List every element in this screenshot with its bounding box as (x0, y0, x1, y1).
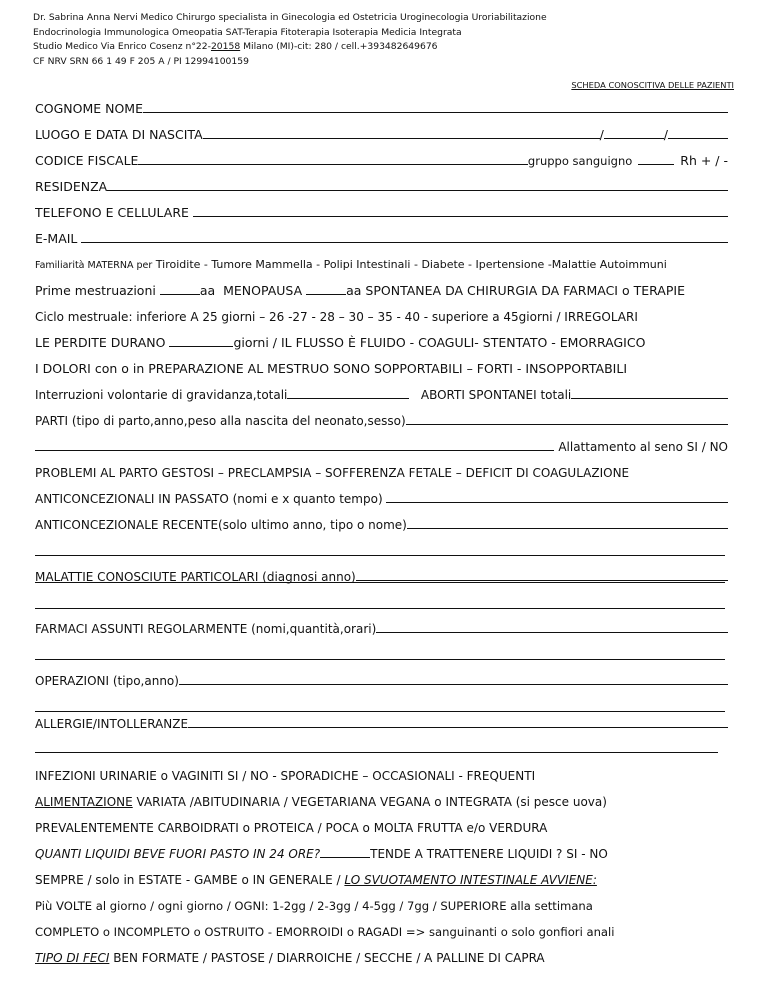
blank-line[interactable] (35, 607, 725, 609)
blank-line[interactable] (407, 517, 728, 529)
doctor-header (33, 11, 547, 69)
blank-line[interactable] (35, 751, 718, 753)
blank-line[interactable] (160, 283, 200, 295)
field-parti[interactable]: PARTI (tipo di parto,anno,peso alla nascita del neonato,sesso) (35, 413, 728, 429)
field-email[interactable]: E-MAIL (35, 231, 728, 247)
blank-line[interactable] (571, 387, 728, 399)
familiarita-materna: Familiarità MATERNA per Tiroidite - Tumore Mammella - Polipi Intestinali - Diabete - Ipertensione -Malattie Autoimmuni (35, 258, 667, 271)
prevalentemente: PREVALENTEMENTE CARBOIDRATI o PROTEICA / POCA o MOLTA FRUTTA e/o VERDURA (35, 821, 548, 835)
dolori: I DOLORI con o in PREPARAZIONE AL MESTRUO SONO SOPPORTABILI – FORTI - INSOPPORTABILI (35, 361, 628, 376)
field-perdite[interactable]: LE PERDITE DURANO giorni / IL FLUSSO È FLUIDO - COAGULI- STENTATO - EMORRAGICO (35, 335, 646, 350)
header-line-2: Endocrinologia Immunologica Omeopatia SAT-Terapia Fitoterapia Isoterapia Medicia Integrata (33, 26, 462, 38)
header-line-4: CF NRV SRN 66 1 49 F 205 A / PI 12994100159 (33, 55, 249, 67)
field-allattamento[interactable]: Allattamento al seno SI / NO (35, 439, 728, 455)
blank-line[interactable] (356, 569, 728, 581)
header-line-1: Dr. Sabrina Anna Nervi Medico Chirurgo specialista in Ginecologia ed Ostetricia Uroginecologia Uroriabilitazione (33, 12, 547, 23)
blank-line[interactable] (179, 673, 728, 685)
blank-line[interactable] (386, 491, 728, 503)
field-codice-fiscale[interactable]: CODICE FISCALE gruppo sanguigno Rh + / - (35, 153, 728, 168)
blank-line[interactable] (376, 621, 728, 633)
blank-line[interactable] (107, 179, 728, 191)
blank-line[interactable] (81, 231, 728, 243)
blank-line[interactable] (35, 439, 554, 451)
blank-line[interactable] (35, 658, 725, 660)
frequenza-svuotamento: Più VOLTE al giorno / ogni giorno / OGNI: 1-2gg / 2-3gg / 4-5gg / 7gg / SUPERIORE alla settimana (35, 899, 593, 913)
infezioni: INFEZIONI URINARIE o VAGINITI SI / NO - SPORADICHE – OCCASIONALI - FREQUENTI (35, 769, 536, 783)
field-anticoncezionale-recente[interactable]: ANTICONCEZIONALE RECENTE(solo ultimo anno, tipo o nome) (35, 517, 728, 533)
ciclo-mestruale: Ciclo mestruale: inferiore A 25 giorni – 26 -27 - 28 – 30 – 35 - 40 - superiore a 45giorni / IRREGOLARI (35, 310, 638, 324)
blank-line[interactable] (406, 413, 728, 425)
blank-line[interactable] (203, 127, 600, 139)
field-residenza[interactable]: RESIDENZA (35, 179, 728, 195)
problemi-parto: PROBLEMI AL PARTO GESTOSI – PRECLAMPSIA – SOFFERENZA FETALE – DEFICIT DI COAGULAZIONE (35, 466, 630, 480)
field-interruzioni-aborti[interactable]: Interruzioni volontarie di gravidanza,totali ABORTI SPONTANEI totali (35, 387, 728, 403)
blank-line[interactable] (604, 127, 664, 139)
field-luogo-data-nascita[interactable]: LUOGO E DATA DI NASCITA / / (35, 127, 728, 143)
field-anticoncezionali-passato[interactable]: ANTICONCEZIONALI IN PASSATO (nomi e x quanto tempo) (35, 491, 728, 507)
blank-line[interactable] (287, 387, 409, 399)
field-cognome-nome[interactable]: COGNOME NOME (35, 101, 728, 117)
field-liquidi[interactable]: QUANTI LIQUIDI BEVE FUORI PASTO IN 24 ORE? TENDE A TRATTENERE LIQUIDI ? SI - NO (35, 847, 608, 861)
blank-line[interactable] (35, 554, 725, 556)
blank-line[interactable] (138, 153, 527, 165)
tipo-feci: TIPO DI FECI BEN FORMATE / PASTOSE / DIARROICHE / SECCHE / A PALLINE DI CAPRA (35, 951, 545, 965)
completo-incompleto: COMPLETO o INCOMPLETO o OSTRUITO - EMORROIDI o RAGADI => sanguinanti o solo gonfiori anali (35, 925, 615, 939)
blank-line[interactable] (35, 581, 725, 583)
blank-line[interactable] (638, 153, 674, 165)
alimentazione: ALIMENTAZIONE VARIATA /ABITUDINARIA / VEGETARIANA VEGANA o INTEGRATA (si pesce uova) (35, 795, 607, 809)
blank-line[interactable] (306, 283, 346, 295)
field-operazioni[interactable]: OPERAZIONI (tipo,anno) (35, 673, 728, 689)
blank-line[interactable] (320, 846, 370, 858)
field-malattie[interactable]: MALATTIE CONOSCIUTE PARTICOLARI (diagnosi anno) (35, 569, 728, 585)
field-farmaci[interactable]: FARMACI ASSUNTI REGOLARMENTE (nomi,quantità,orari) (35, 621, 728, 637)
blank-line[interactable] (143, 101, 728, 113)
header-line-3: Studio Medico Via Enrico Cosenz n°22-20158 Milano (MI)-cit: 280 / cell.+393482649676 (33, 41, 438, 52)
blank-line[interactable] (169, 335, 233, 347)
blank-line[interactable] (35, 710, 725, 712)
field-prime-mestruazioni[interactable]: Prime mestruazioni aa MENOPAUSA aa SPONTANEA DA CHIRURGIA DA FARMACI o TERAPIE (35, 283, 685, 298)
sempre-svuotamento: SEMPRE / solo in ESTATE - GAMBE o IN GENERALE / LO SVUOTAMENTO INTESTINALE AVVIENE: (35, 873, 597, 887)
form-title: SCHEDA CONOSCITIVA DELLE PAZIENTI (571, 80, 734, 90)
blank-line[interactable] (188, 716, 728, 728)
field-telefono[interactable]: TELEFONO E CELLULARE (35, 205, 728, 221)
blank-line[interactable] (668, 127, 728, 139)
field-allergie[interactable]: ALLERGIE/INTOLLERANZE (35, 716, 728, 732)
blank-line[interactable] (193, 205, 728, 217)
